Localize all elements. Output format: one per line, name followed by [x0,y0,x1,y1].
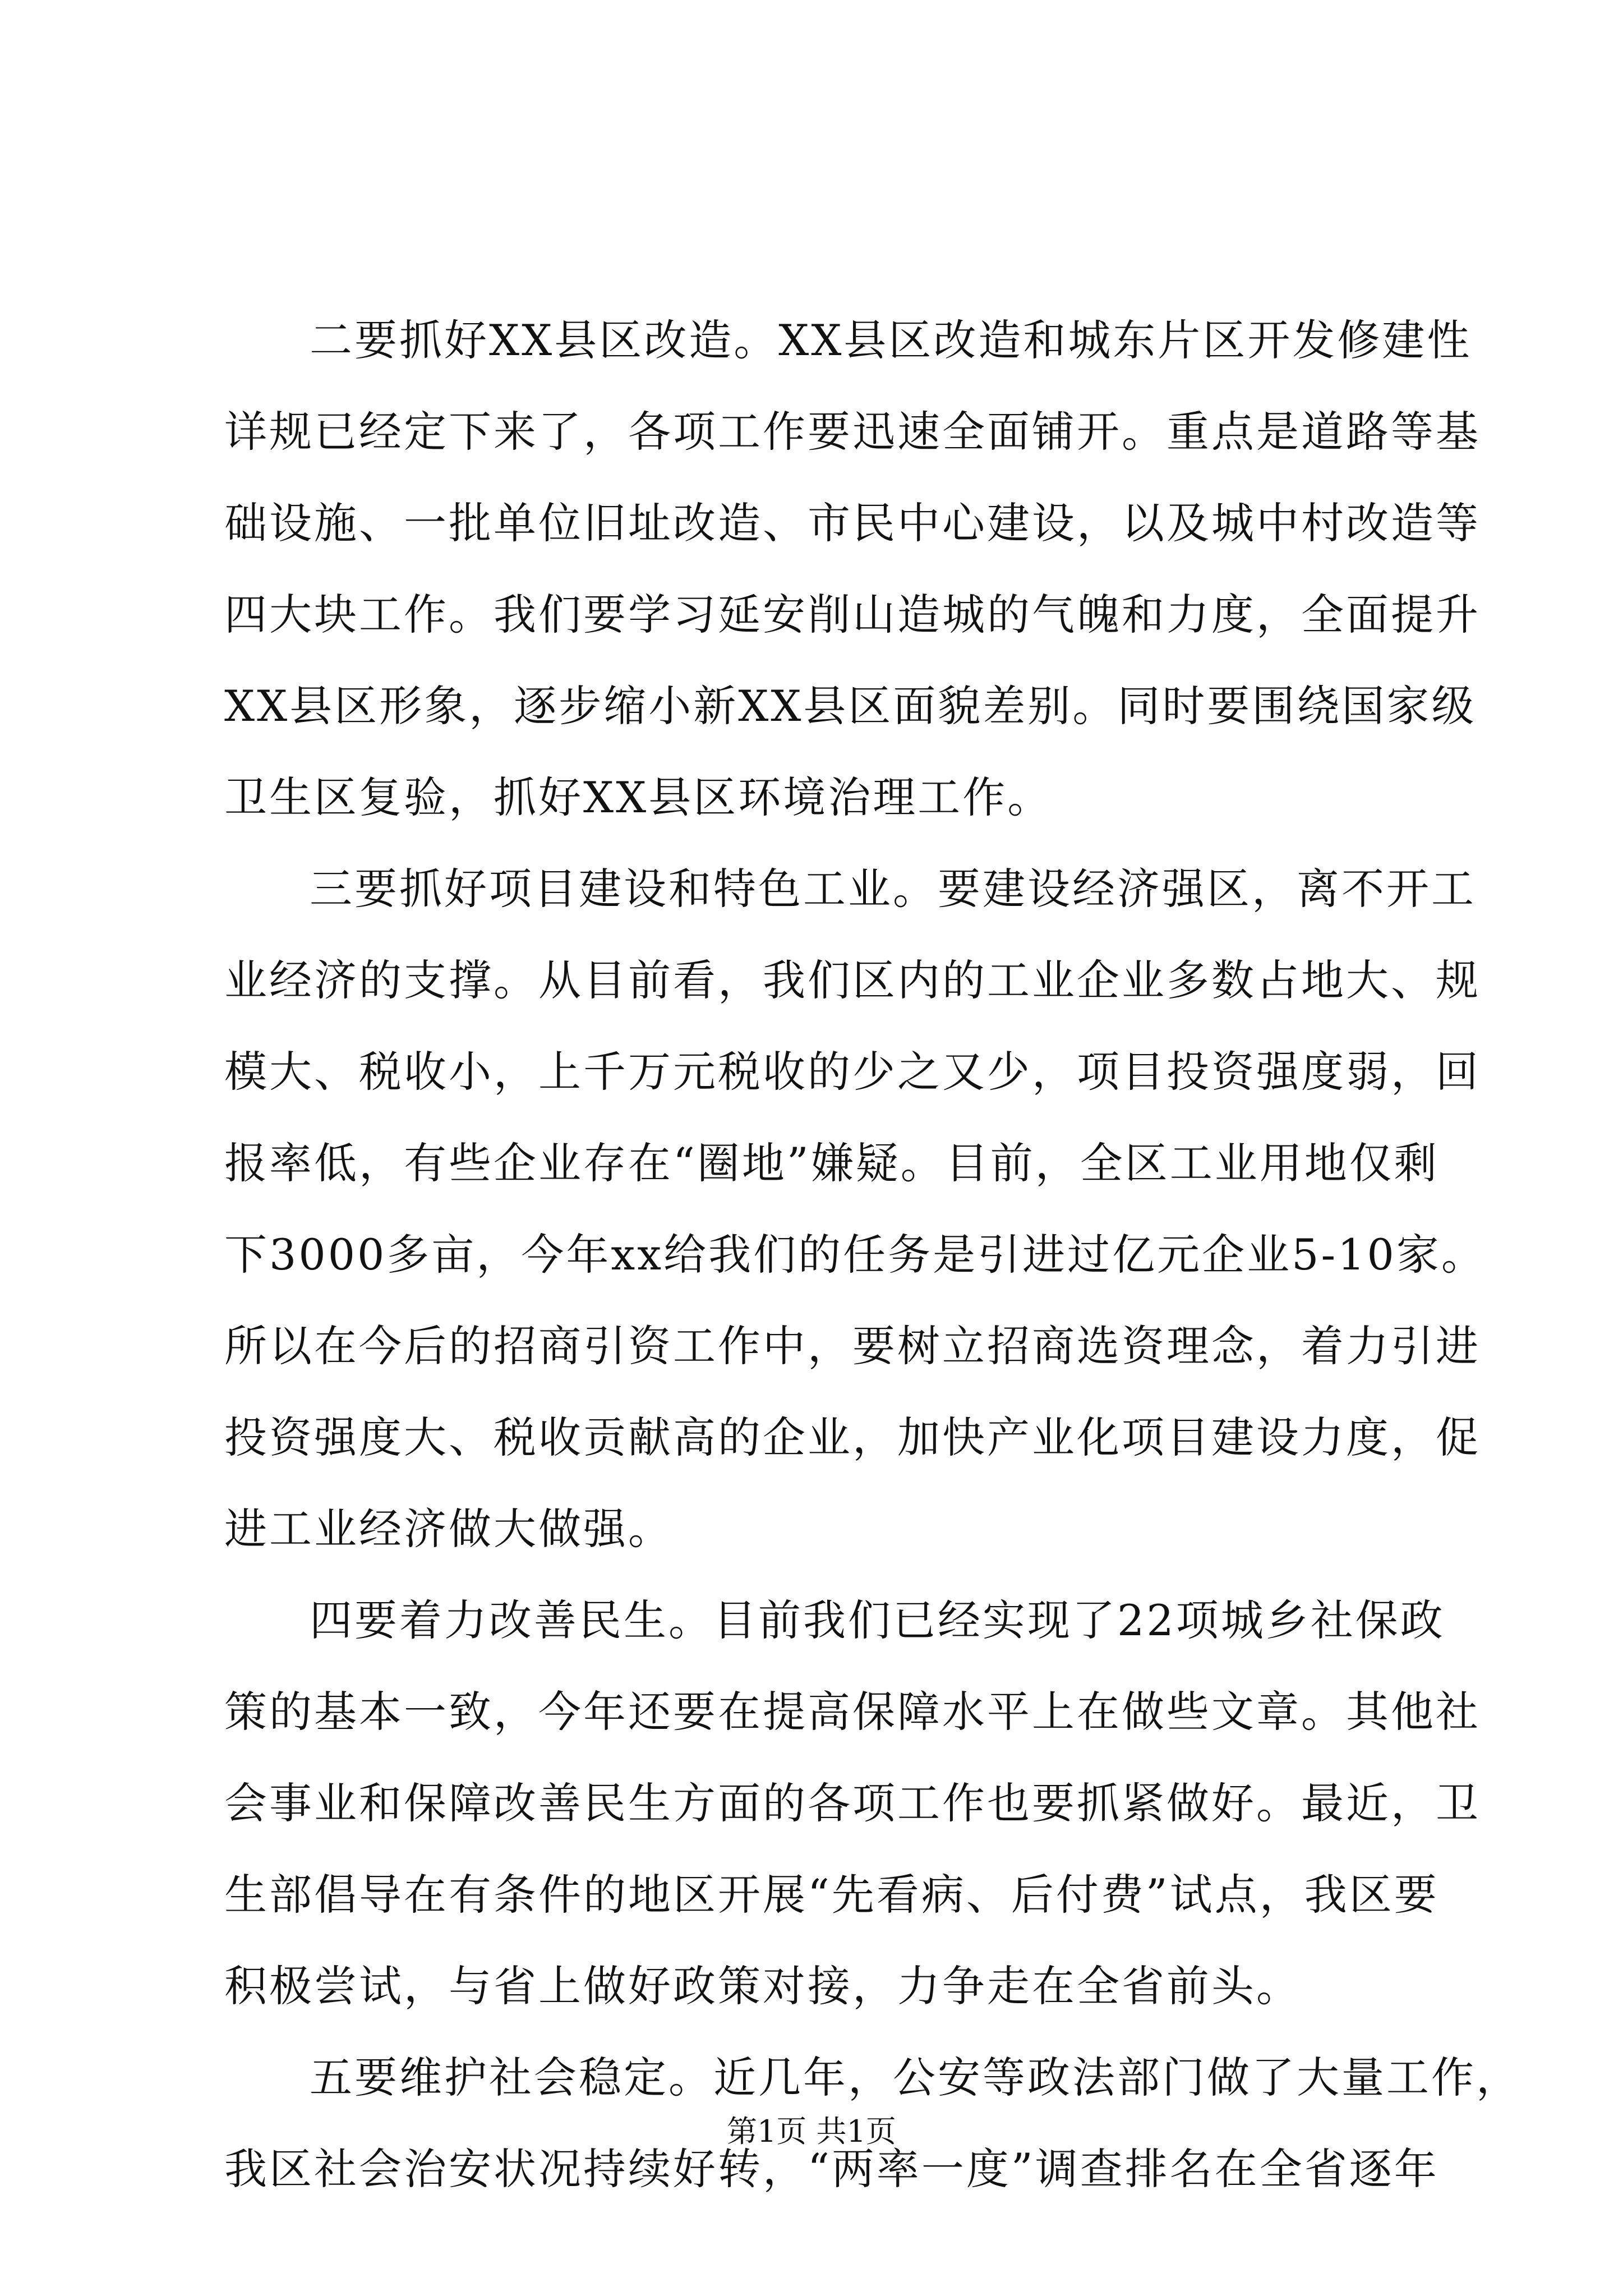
paragraph-line: 详规已经定下来了，各项工作要迅速全面铺开。重点是道路等基 [224,407,1481,457]
paragraph-line: 五要维护社会稳定。近几年，公安等政法部门做了大量工作， [310,2053,1521,2102]
paragraph-line: 四大块工作。我们要学习延安削山造城的气魄和力度，全面提升 [224,590,1481,639]
paragraph-line: 报率低，有些企业存在“圈地”嫌疑。目前，全区工业用地仅剩 [224,1138,1439,1188]
paragraph-line: 四要着力改善民生。目前我们已经实现了22项城乡社保政 [310,1595,1445,1645]
page-footer: 第1页 共1页 [727,2114,896,2149]
paragraph-line: 二要抓好XX县区改造。XX县区改造和城东片区开发修建性 [310,315,1472,365]
paragraph-line: 会事业和保障改善民生方面的各项工作也要抓紧做好。最近，卫 [224,1778,1481,1828]
paragraph-line: 业经济的支撑。从目前看，我们区内的工业企业多数占地大、规 [224,955,1481,1005]
paragraph-line: 投资强度大、税收贡献高的企业，加快产业化项目建设力度，促 [224,1412,1481,1462]
paragraph-line: 策的基本一致，今年还要在提高保障水平上在做些文章。其他社 [224,1687,1481,1737]
document-body [224,295,1521,2215]
paragraph-line: 础设施、一批单位旧址改造、市民中心建设，以及城中村改造等 [224,498,1481,548]
paragraph-line: 进工业经济做大做强。 [224,1504,673,1554]
paragraph-line: 所以在今后的招商引资工作中，要树立招商选资理念，着力引进 [224,1321,1481,1371]
paragraph-line: 三要抓好项目建设和特色工业。要建设经济强区，离不开工 [310,864,1476,914]
paragraph-line: 模大、税收小，上千万元税收的少之又少，项目投资强度弱，回 [224,1047,1481,1097]
paragraph-line: 积极尝试，与省上做好政策对接，力争走在全省前头。 [224,1961,1301,2011]
paragraph-line: XX县区形象，逐步缩小新XX县区面貌差别。同时要围绕国家级 [224,681,1477,731]
paragraph-line: 下3000多亩，今年xx给我们的任务是引进过亿元企业5-10家。 [224,1230,1486,1280]
paragraph-line: 生部倡导在有条件的地区开展“先看病、后付费”试点，我区要 [224,1870,1439,1920]
paragraph-line: 卫生区复验，抓好XX县区环境治理工作。 [224,772,1053,822]
paragraph-line: 我区社会治安状况持续好转，“两率一度”调查排名在全省逐年 [224,2144,1439,2194]
